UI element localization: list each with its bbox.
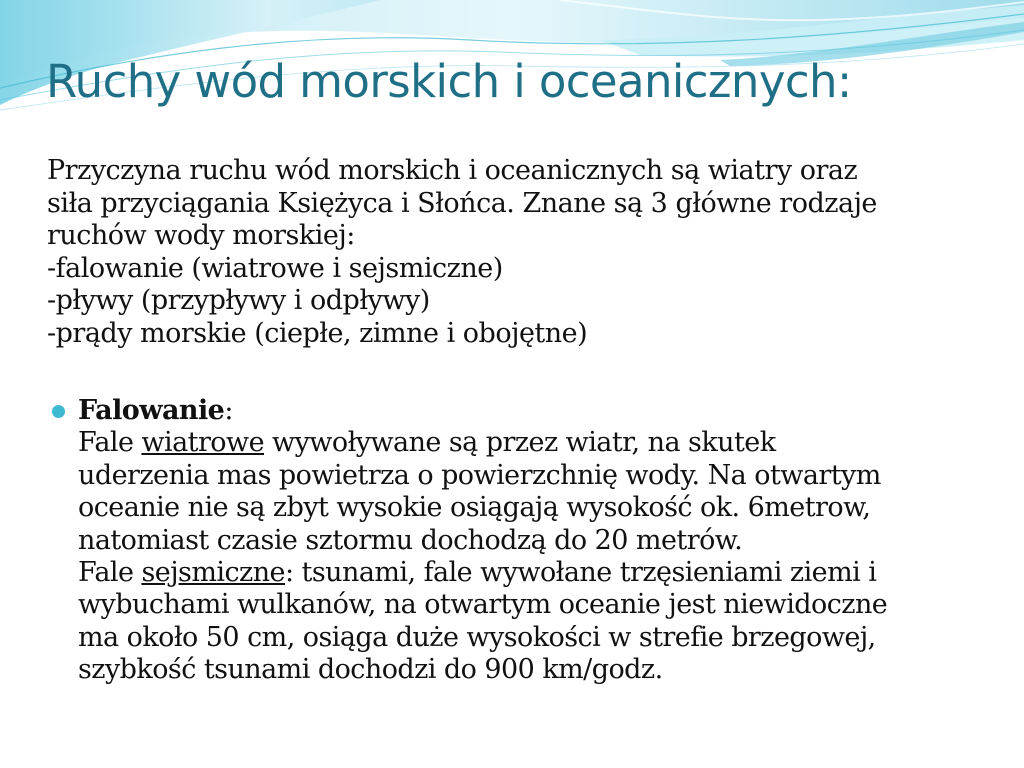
bullet-heading-suffix: : bbox=[224, 395, 233, 426]
intro-line: siła przyciągania Księżyca i Słońca. Znane są 3 główne rodzaje bbox=[47, 187, 877, 219]
seismic-waves-line: szybkość tsunami dochodzi do 900 km/godz. bbox=[78, 654, 663, 686]
intro-paragraph bbox=[47, 155, 1007, 350]
wind-waves-line: natomiast czasie sztormu dochodzą do 20 metrów. bbox=[78, 524, 743, 556]
wind-term: wiatrowe bbox=[141, 427, 264, 459]
bullet-text bbox=[78, 395, 998, 687]
intro-line: Przyczyna ruchu wód morskich i oceanicznych są wiatry oraz bbox=[47, 155, 858, 186]
seismic-waves-line: wybuchami wulkanów, na otwartym oceanie jest niewidoczne bbox=[78, 589, 888, 621]
seismic-waves-line: ma około 50 cm, osiąga duże wysokości w strefie brzegowej, bbox=[78, 621, 876, 653]
seismic-prefix: Fale bbox=[78, 557, 142, 589]
wind-waves-line: uderzenia mas powietrza o powierzchnię wody. Na otwartym bbox=[78, 459, 881, 491]
bullet-dot-icon bbox=[52, 405, 65, 418]
wind-prefix: Fale bbox=[78, 427, 142, 459]
wind-waves-line: oceanie nie są zbyt wysokie osiągają wysokość ok. 6metrow, bbox=[78, 492, 871, 524]
seismic-term: sejsmiczne bbox=[141, 557, 285, 589]
slide-title: Ruchy wód morskich i oceanicznych: bbox=[46, 55, 852, 108]
bullet-heading-line bbox=[78, 395, 998, 427]
bullet-heading: Falowanie bbox=[78, 395, 225, 426]
wind-waves-line bbox=[78, 427, 998, 459]
intro-list-item: -prądy morskie (ciepłe, zimne i obojętne) bbox=[47, 317, 588, 349]
intro-list-item: -falowanie (wiatrowe i sejsmiczne) bbox=[47, 252, 503, 284]
wind-line1-rest: wywoływane są przez wiatr, na skutek bbox=[264, 427, 776, 459]
seismic-waves-line bbox=[78, 557, 998, 589]
intro-list-item: -pływy (przypływy i odpływy) bbox=[47, 285, 430, 316]
seismic-line1-rest: : tsunami, fale wywołane trzęsieniami ziemi i bbox=[284, 557, 877, 589]
intro-line: ruchów wody morskiej: bbox=[47, 220, 355, 251]
